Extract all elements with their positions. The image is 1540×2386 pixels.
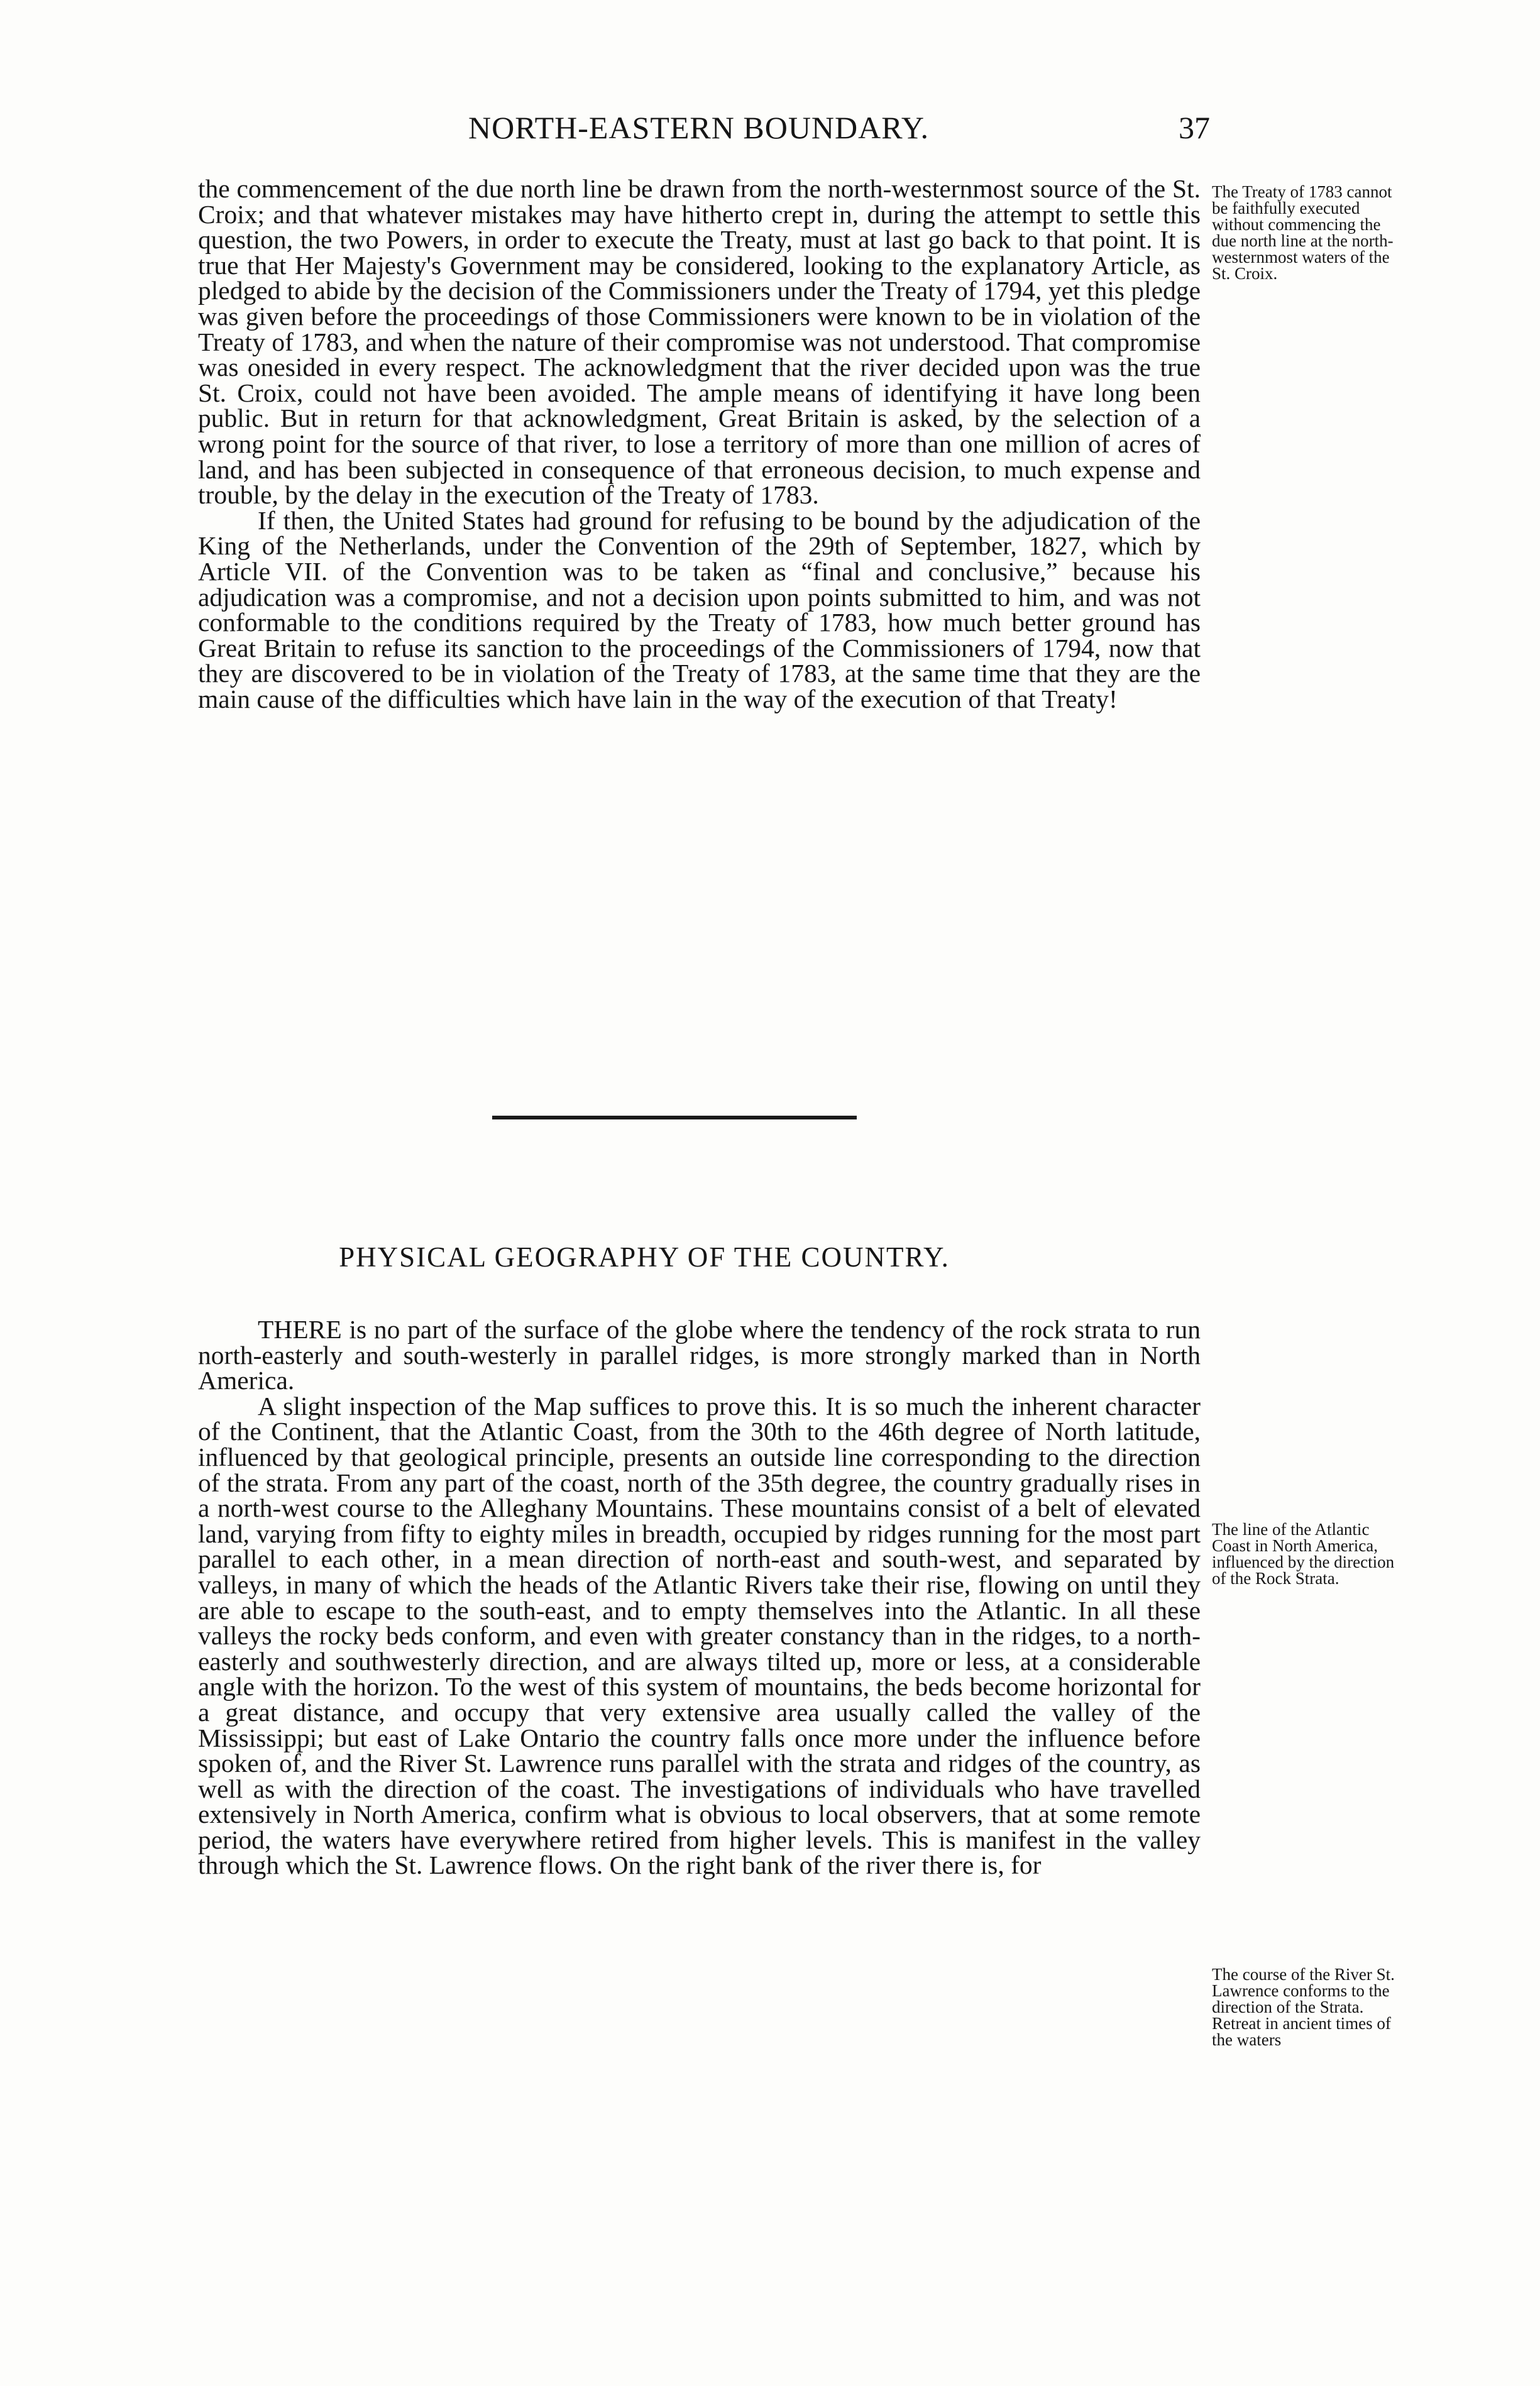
margin-note: The Treaty of 1783 cannot be faithfully executed without commencing the due north line at the north-westernmost waters of the St. Croix. bbox=[1212, 182, 1394, 283]
paragraph: If then, the United States had ground for refusing to be bound by the adjudication of the King of the Netherlands, under the Convention of the 29th of September, 1827, which by Article VII. of the Convention was to be taken as “final and conclusive,” because his adjudication was a compromise, and not a decision upon points submitted to him, and was not conformable to the conditions required by the Treaty of 1783, how much better ground has Great Britain to refuse its sanction to the proceedings of the Commissioners of 1794, now that they are discovered to be in violation of the Treaty of 1783, at the same time that they are the main cause of the difficulties which have lain in the way of the execution of that Treaty! bbox=[198, 505, 1201, 713]
paragraph: A slight inspection of the Map suffices to prove this. It is so much the inherent character of the Continent, that the Atlantic Coast, from the 30th to the 46th degree of North latitude, influenced by that geological principle, presents an outside line corresponding to the direction of the strata. From any part of the coast, north of the 35th degree, the country gradually rises in a north-west course to the Alleghany Mountains. These mountains consist of a belt of elevated land, varying from fifty to eighty miles in breadth, occupied by ridges running for the most part parallel to each other, in a mean direction of north-east and south-west, and separated by valleys, in many of which the heads of the Atlantic Rivers take their rise, flowing on until they are able to escape to the south-east, and to empty themselves into the Atlantic. In all these valleys the rocky beds conform, and even with greater constancy than in the ridges, to a north-easterly and southwesterly direction, and are always tilted up, more or less, at a considerable angle with the horizon. To the west of this system of mountains, the beds become horizontal for a great distance, and occupy that very extensive area usually called the valley of the Mississippi; but east of Lake Ontario the country falls once more under the influence before spoken of, and the River St. Lawrence runs parallel with the strata and ridges of the country, as well as with the direction of the coast. The investigations of individuals who have travelled extensively in North America, confirm what is obvious to local observers, that at some remote period, the waters have everywhere retired from higher levels. This is manifest in the valley through which the St. Lawrence flows. On the right bank of the river there is, for bbox=[198, 1391, 1201, 1880]
running-title: NORTH-EASTERN BOUNDARY. bbox=[468, 110, 930, 145]
paragraph: THERE is no part of the surface of the globe where the tendency of the rock strata to run north-easterly and south-westerly in parallel ridges, is more strongly marked than in North America. bbox=[198, 1315, 1201, 1395]
paragraph: the commencement of the due north line be drawn from the north-westernmost source of the St. Croix; and that whatever mistakes may have hitherto crept in, during the attempt to settle this question, the two Powers, in order to execute the Treaty, must at last go back to that point. It is true that Her Majesty's Government may be considered, looking to the explanatory Article, as pledged to abide by the decision of the Commissioners under the Treaty of 1794, yet this pledge was given before the proceedings of those Commissioners were known to be in violation of the Treaty of 1783, and when the nature of their compromise was not understood. That compromise was onesided in every respect. The acknowledgment that the river decided upon was the true St. Croix, could not have been avoided. The ample means of identifying it have long been public. But in return for that acknowledgment, Great Britain is asked, by the selection of a wrong point for the source of that river, to lose a territory of more than one million of acres of land, and has been subjected in consequence of that erroneous decision, to much expense and trouble, by the delay in the execution of the Treaty of 1783. bbox=[198, 174, 1201, 510]
margin-note: The line of the Atlantic Coast in North America, influenced by the direction of the Rock Strata. bbox=[1212, 1520, 1395, 1588]
section-divider bbox=[492, 1116, 857, 1119]
page-number: 37 bbox=[1179, 110, 1210, 145]
boundary-section-text bbox=[198, 176, 1201, 712]
margin-note: The course of the River St. Lawrence conforms to the direction of the Strata. Retreat in ancient times of the waters bbox=[1212, 1965, 1395, 2049]
geography-section-text bbox=[198, 1317, 1201, 1878]
section-heading: PHYSICAL GEOGRAPHY OF THE COUNTRY. bbox=[339, 1241, 950, 1273]
